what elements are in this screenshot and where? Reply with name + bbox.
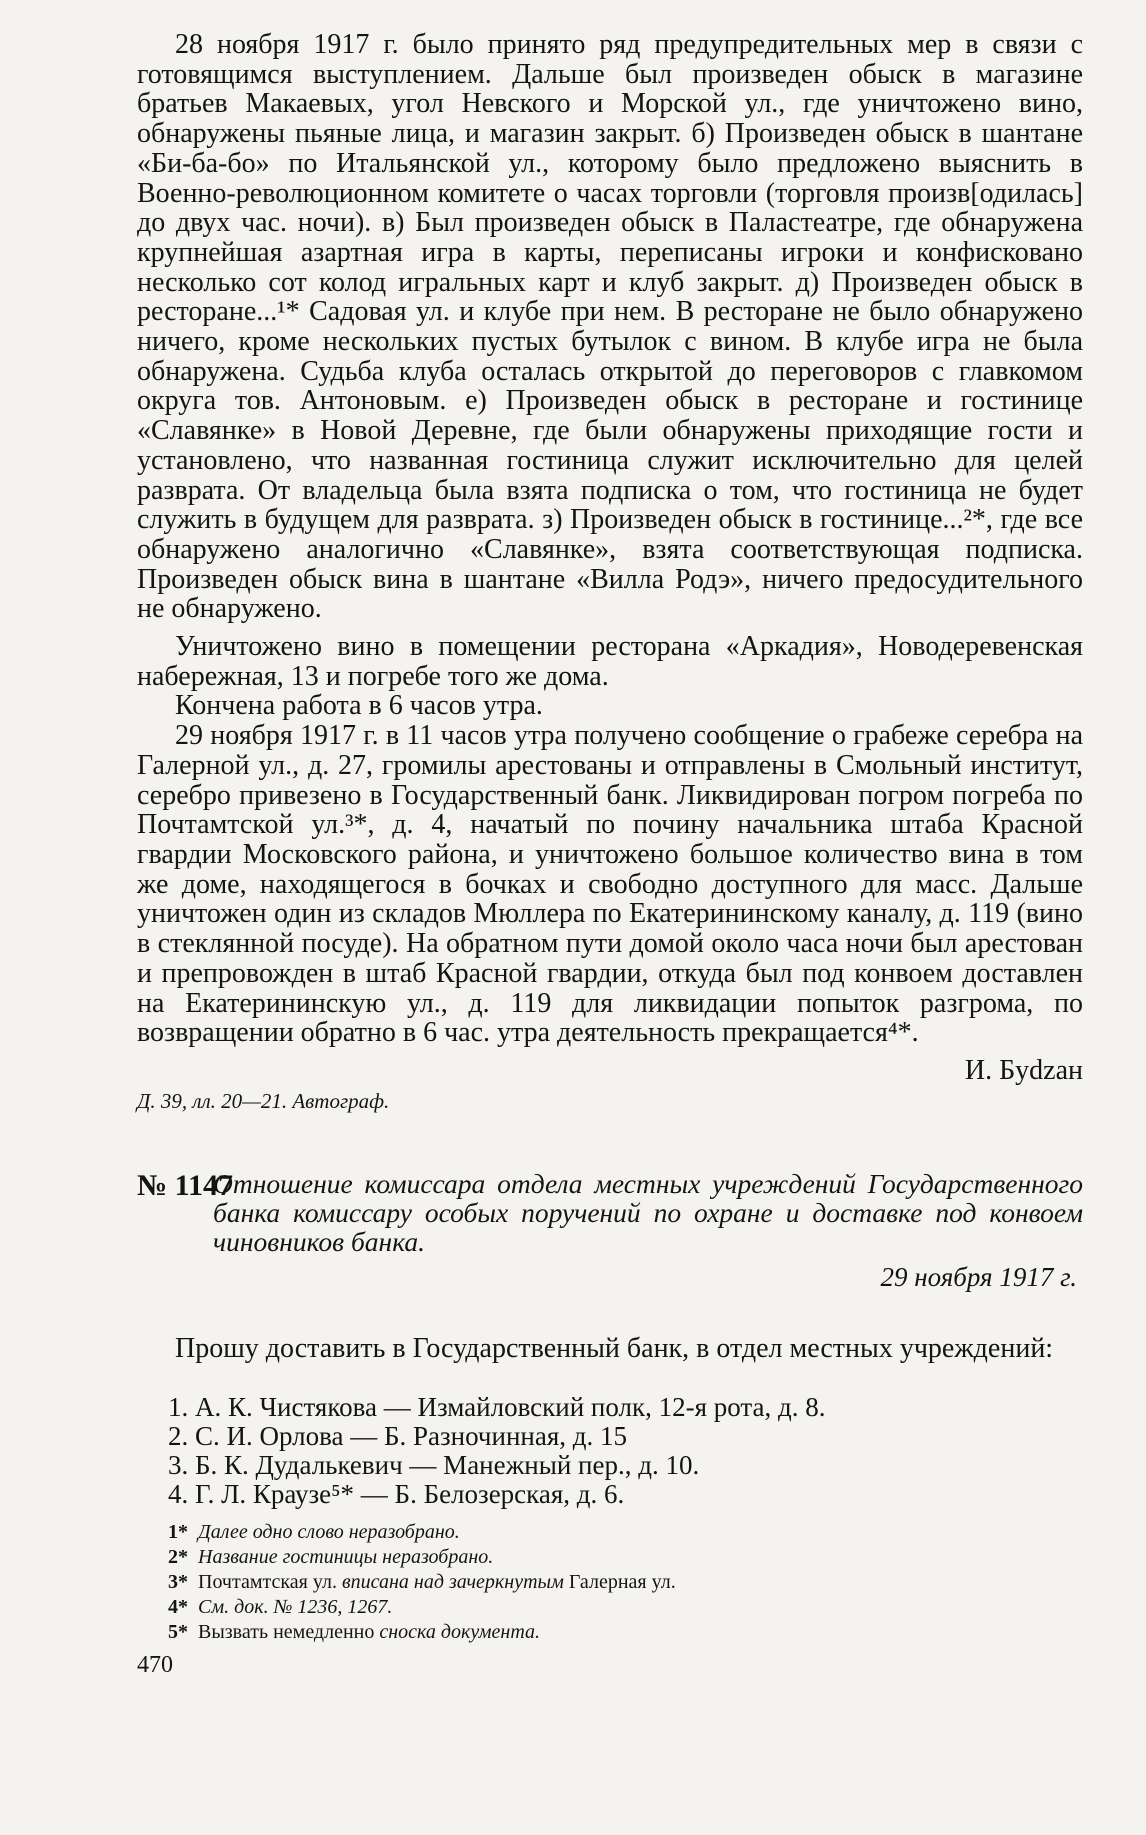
- footnote: [168, 1620, 1068, 1645]
- list-item: 4. Г. Л. Краузе⁵* — Б. Белозерская, д. 6.: [168, 1479, 625, 1509]
- footnote-text: Название гостиницы неразобрано.: [198, 1546, 494, 1568]
- footnote: [168, 1570, 1068, 1595]
- paragraph-4: 29 ноября 1917 г. в 11 часов утра получено сообщение о грабеже серебра на Галерной ул., д. 27, громилы арестованы и отправлены в Смольный институт, серебро привезено в Государственный банк. Ликвидирован погром погреба по Почтамтской ул.³*, д. 4, начатый по почину начальника штаба Красной гвардии Московского района, и уничтожено большое количество вина в том же доме, находящегося в бочках и свободно доступного для масс. Дальше уничтожен один из складов Мюллера по Екатерининскому каналу, д. 119 (вино в стеклянной посуде). На обратном пути домой около часа ночи был арестован и препровожден в штаб Красной гвардии, откуда был под конвоем доставлен на Екатерининскую ул., д. 119 для ликвидации попыток разгрома, по возвращении обратно в 6 час. утра деятельность прекращается⁴*.: [137, 720, 1083, 1049]
- main-text: [137, 30, 1083, 1048]
- document-number: № 1147: [137, 1169, 233, 1202]
- list-item: 3. Б. К. Дудалькевич — Манежный пер., д. 10.: [168, 1450, 700, 1480]
- footnote-mark: 5*: [168, 1621, 188, 1643]
- document-date: 29 ноября 1917 г.: [880, 1262, 1077, 1292]
- paragraph-2: Уничтожено вино в помещении ресторана «Аркадия», Новодеревенская набережная, 13 и погребе того же дома.: [137, 631, 1083, 692]
- footnote: [168, 1545, 1068, 1570]
- paragraph-1: 28 ноября 1917 г. было принято ряд предупредительных мер в связи с готовящимся выступлением. Дальше был произведен обыск в магазине братьев Макаевых, угол Невского и Морской ул., где уничтожено вино, обнаружены пьяные лица, и магазин закрыт. б) Произведен обыск в шантане «Би-ба-бо» по Итальянской ул., которому было предложено выяснить в Военно-революционном комитете о часах торговли (торговля произв[одилась] до двух час. ночи). в) Был произведен обыск в Паластеатре, где обнаружена крупнейшая азартная игра в карты, переписаны игроки и конфисковано несколько сот колод игральных карт и клуб закрыт. д) Произведен обыск в ресторане...¹* Садовая ул. и клубе при нем. В ресторане не было обнаружено ничего, кроме нескольких пустых бутылок с вином. В клубе игра не была обнаружена. Судьба клуба осталась открытой до переговоров с главкомом округа тов. Антоновым. е) Произведен обыск в ресторане и гостинице «Славянке» в Новой Деревне, где были обнаружены приходящие гости и установлено, что названная гостиница служит исключительно для целей разврата. От владельца была взята подписка о том, что гостиница не будет служить в будущем для разврата. з) Произведен обыск в гостинице...²*, где все обнаружено аналогично «Славянке», взята соответствующая подписка. Произведен обыск вина в шантане «Вилла Родэ», ничего предосудительного не обнаружено.: [137, 29, 1083, 625]
- archive-source: Д. 39, лл. 20—21. Автограф.: [137, 1089, 390, 1113]
- footnote-text: См. док. № 1236, 1267.: [198, 1596, 393, 1618]
- footnote-text: Галерная ул.: [568, 1571, 676, 1593]
- footnote: [168, 1595, 1068, 1620]
- page-number: 470: [137, 1652, 173, 1678]
- footnote-text: Далее одно слово неразобрано.: [198, 1521, 460, 1543]
- footnote-text: Почтамтская ул.: [198, 1571, 342, 1593]
- footnotes: [168, 1520, 1068, 1645]
- footnote-mark: 3*: [168, 1571, 188, 1593]
- request-text: Прошу доставить в Государственный банк, в отдел местных учреждений:: [175, 1333, 1054, 1364]
- signature: И. Бydzан: [964, 1055, 1083, 1086]
- footnote-text: Вызвать немедленно: [198, 1621, 380, 1643]
- footnote-text: сноска документа.: [379, 1621, 541, 1643]
- footnote-mark: 2*: [168, 1546, 188, 1568]
- list-item: 2. С. И. Орлова — Б. Разночинная, д. 15: [168, 1421, 627, 1451]
- footnote-mark: 1*: [168, 1521, 188, 1543]
- request-text-wrapper: [137, 1334, 1083, 1364]
- footnote-mark: 4*: [168, 1596, 188, 1618]
- footnote-text: вписана над зачеркнутым: [341, 1571, 569, 1593]
- list-item: 1. А. К. Чистякова — Измайловский полк, 12-я рота, д. 8.: [168, 1392, 826, 1422]
- person-list: [168, 1393, 1068, 1509]
- footnote: [168, 1520, 1068, 1545]
- paragraph-3: Кончена работа в 6 часов утра.: [175, 690, 543, 722]
- document-title: Отношение комиссара отдела местных учреждений Государственного банка комиссару особых поручений по охране и доставке под конвоем чиновников банка.: [213, 1168, 1083, 1257]
